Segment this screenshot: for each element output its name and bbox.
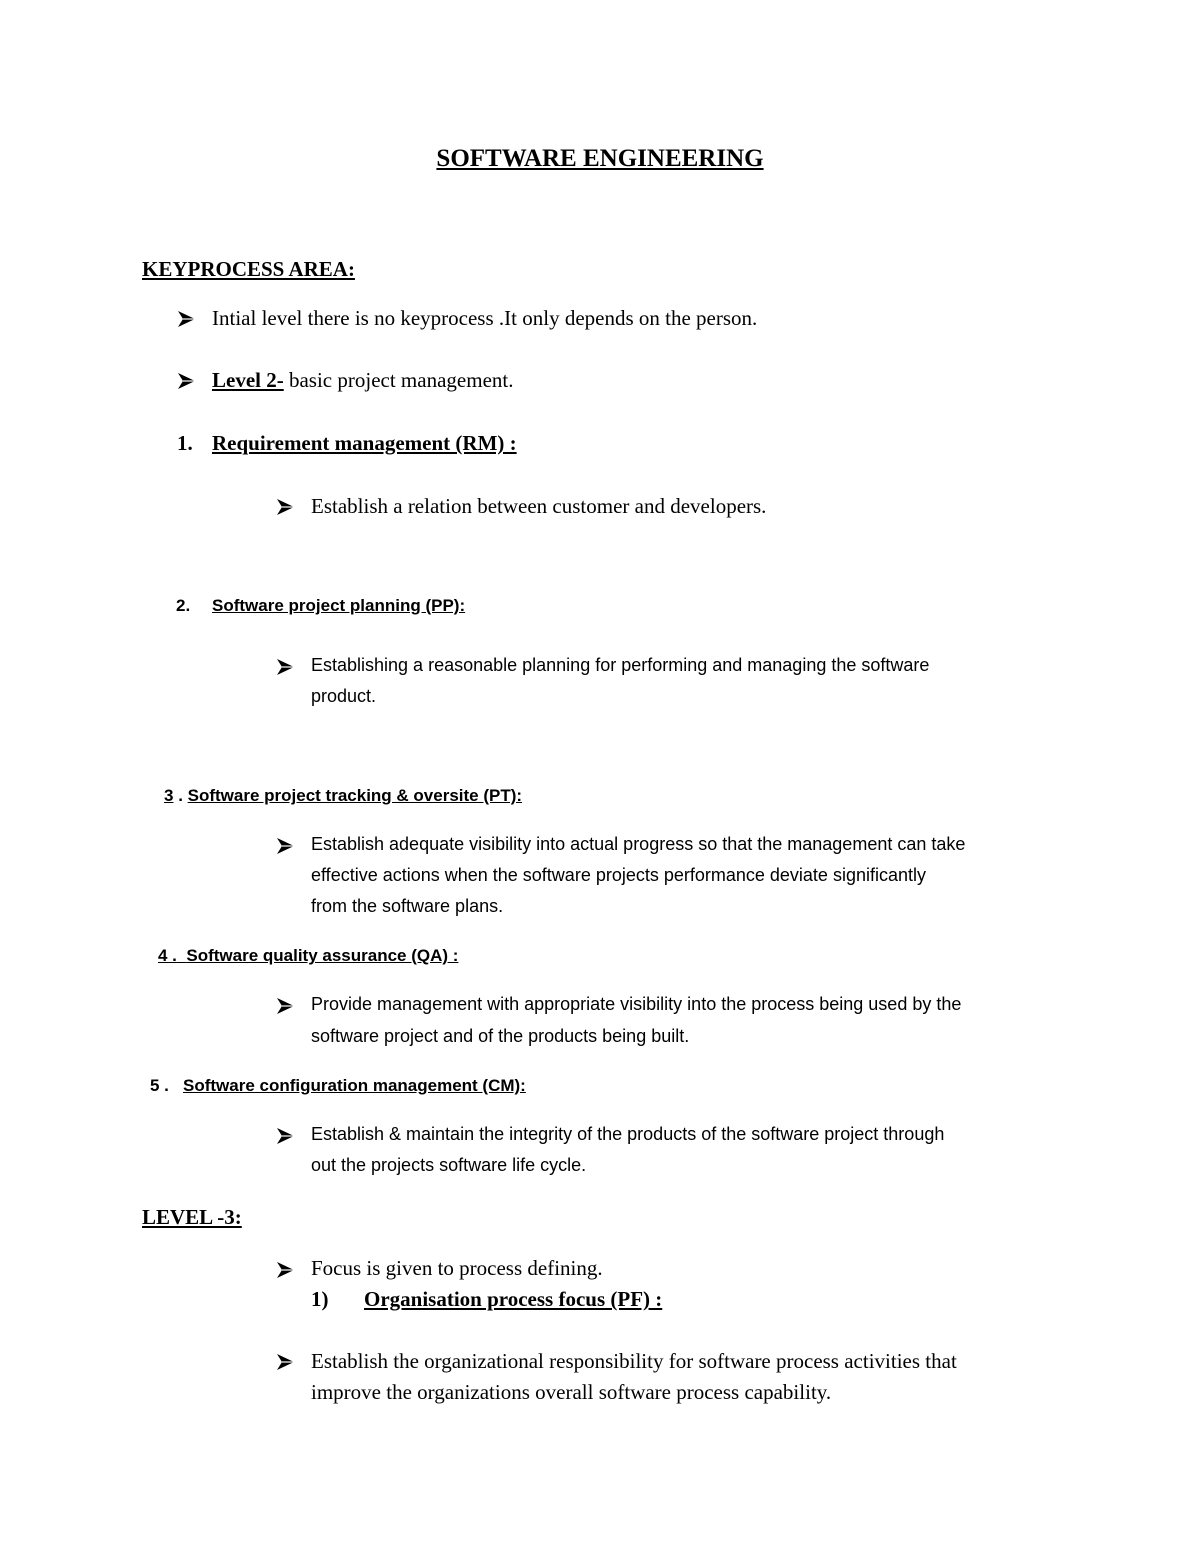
section-number: 2. <box>176 596 191 615</box>
arrow-bullet-icon <box>276 1261 296 1279</box>
arrow-bullet-icon <box>177 310 197 328</box>
section-heading-qa: Software quality assurance (QA) : <box>186 946 459 965</box>
section-cm-line-1: Establish & maintain the integrity of the products of the software project through <box>311 1124 945 1144</box>
arrow-bullet-icon <box>177 372 197 390</box>
level-3-final-line-2: improve the organizations overall software process capability. <box>311 1380 832 1404</box>
level-3-bullet: Focus is given to process defining. <box>311 1256 603 1280</box>
level-3-final-line-1: Establish the organizational responsibility for software process activities that <box>311 1349 957 1373</box>
section-heading-pp: Software project planning (PP): <box>212 596 466 615</box>
arrow-bullet-icon <box>276 1127 296 1145</box>
section-qa-heading-row <box>142 946 458 966</box>
section-pt-heading-row <box>164 786 522 806</box>
level-3-heading: LEVEL -3: <box>142 1205 242 1229</box>
bullet-level-2 <box>212 368 513 393</box>
level-2-label: Level 2- <box>212 368 284 392</box>
section-pp-line-2: product. <box>311 686 377 706</box>
section-number: 1. <box>177 431 193 455</box>
section-heading-pt: Software project tracking & oversite (PT): <box>187 786 523 805</box>
section-number: 3 <box>164 786 174 805</box>
arrow-bullet-icon <box>276 997 296 1015</box>
level-3-item-number: 1) <box>311 1287 329 1311</box>
section-cm-line-2: out the projects software life cycle. <box>311 1155 587 1175</box>
section-qa-line-1: Provide management with appropriate visibility into the process being used by the <box>311 994 962 1014</box>
arrow-bullet-icon <box>276 1353 296 1371</box>
level-2-text: basic project management. <box>283 368 514 392</box>
arrow-bullet-icon <box>276 498 296 516</box>
section-pt-line-3: from the software plans. <box>311 896 504 916</box>
section-pp-line-1: Establishing a reasonable planning for performing and managing the software <box>311 655 930 675</box>
section-qa-line-2: software project and of the products being built. <box>311 1026 690 1046</box>
section-pt-line-2: effective actions when the software projects performance deviate significantly <box>311 865 926 885</box>
bullet-initial-level: Intial level there is no keyprocess .It only depends on the person. <box>212 306 758 330</box>
section-number: 5 . <box>150 1076 169 1095</box>
arrow-bullet-icon <box>276 837 296 855</box>
section-heading-cm: Software configuration management (CM): <box>183 1076 526 1095</box>
arrow-bullet-icon <box>276 658 296 676</box>
section-rm-text: Establish a relation between customer and developers. <box>311 494 767 518</box>
document-title: SOFTWARE ENGINEERING <box>436 145 764 172</box>
organisation-process-focus-heading: Organisation process focus (PF) : <box>364 1287 663 1311</box>
keyprocess-area-heading: KEYPROCESS AREA: <box>142 257 355 281</box>
section-heading-rm: Requirement management (RM) : <box>212 431 517 455</box>
section-number-suffix: . <box>173 786 188 805</box>
section-number: 4 . <box>158 946 177 965</box>
section-pt-line-1: Establish adequate visibility into actual progress so that the management can take <box>311 834 966 854</box>
level-3-item-heading-row <box>344 1287 662 1312</box>
